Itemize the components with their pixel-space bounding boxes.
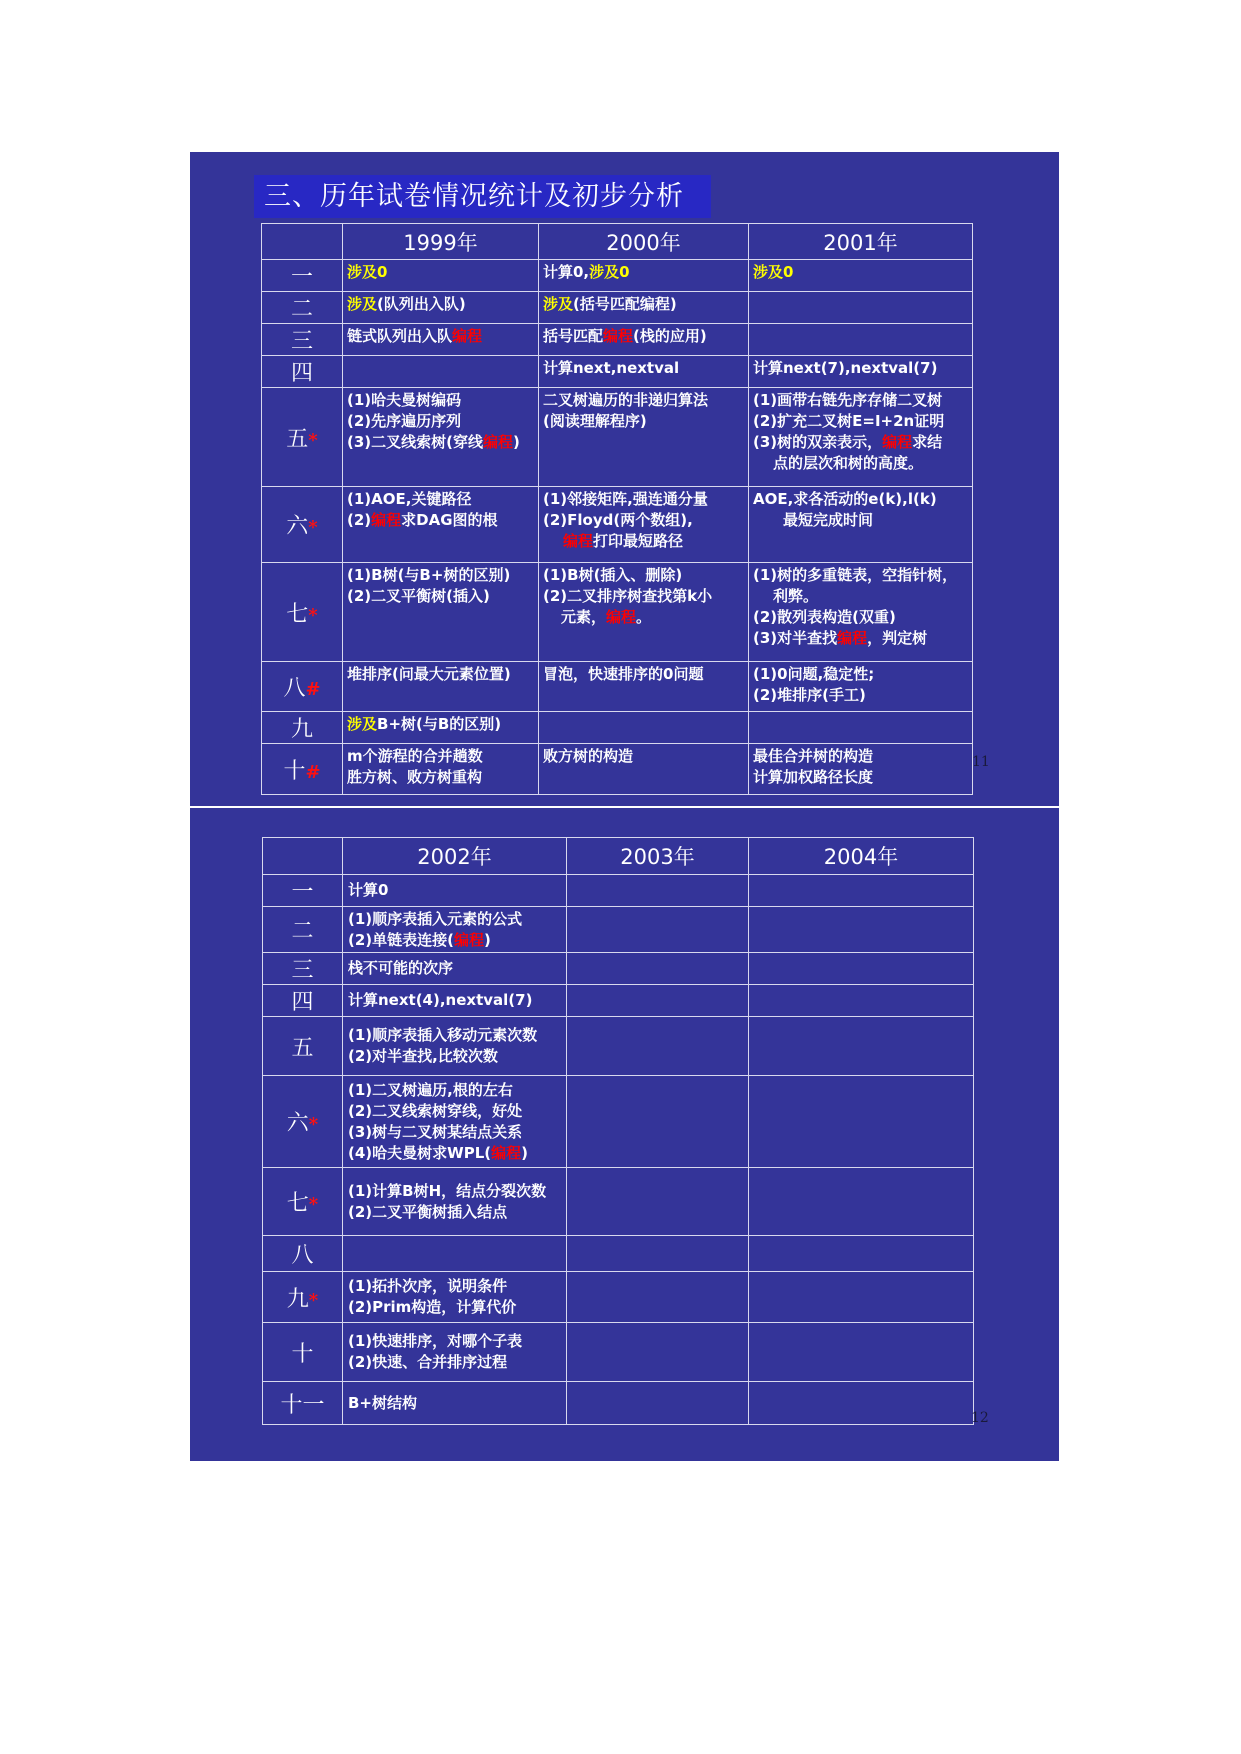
row-label bbox=[263, 875, 343, 907]
text-segment: (括号匹配编程) bbox=[573, 295, 677, 313]
table-row bbox=[263, 1168, 974, 1236]
cell-line: 堆排序(问最大元素位置) bbox=[347, 665, 511, 683]
table-cell bbox=[343, 1168, 567, 1236]
table-cell bbox=[539, 487, 749, 563]
row-number: 二 bbox=[290, 297, 313, 322]
highlight-text: 涉及0 bbox=[347, 263, 388, 281]
table-cell bbox=[749, 356, 973, 388]
row-number: 九 bbox=[290, 717, 313, 742]
table-cell bbox=[343, 875, 567, 907]
row-label bbox=[262, 388, 343, 487]
row-marker: * bbox=[308, 1114, 319, 1135]
table-cell bbox=[749, 1017, 974, 1076]
cell-line: (3)树与二叉树某结点关系 bbox=[348, 1122, 523, 1141]
row-number: 六 bbox=[286, 1111, 309, 1136]
table-cell bbox=[749, 487, 973, 563]
table-cell bbox=[749, 1236, 974, 1272]
cell-line: 计算加权路径长度 bbox=[753, 768, 874, 786]
highlight-text: 涉及 bbox=[347, 715, 378, 733]
table-cell bbox=[749, 388, 973, 487]
table-cell bbox=[343, 1017, 567, 1076]
table-cell bbox=[567, 1272, 749, 1323]
keyword-text: 编程 bbox=[603, 327, 634, 345]
cell-line: 点的层次和树的高度。 bbox=[773, 454, 924, 472]
cell-line: (2)二叉平衡树插入结点 bbox=[348, 1202, 508, 1221]
highlight-text: 涉及 bbox=[543, 295, 574, 313]
row-label bbox=[262, 324, 343, 356]
table-cell bbox=[567, 1017, 749, 1076]
table-row bbox=[262, 712, 973, 744]
highlight-text: 涉及 bbox=[347, 295, 378, 313]
table-cell bbox=[343, 260, 539, 292]
text-segment: 求结 bbox=[912, 433, 943, 451]
row-label bbox=[262, 292, 343, 324]
column-header-year: 2004年 bbox=[749, 838, 974, 875]
cell-line: (2)对半查找,比较次数 bbox=[348, 1047, 498, 1065]
text-segment: ) bbox=[521, 1143, 528, 1162]
corner-cell bbox=[262, 224, 343, 260]
table-cell bbox=[749, 260, 973, 292]
row-marker: # bbox=[305, 679, 321, 700]
row-label bbox=[262, 356, 343, 388]
row-marker: * bbox=[308, 429, 318, 451]
table-cell bbox=[567, 1382, 749, 1425]
row-marker: * bbox=[308, 1289, 319, 1311]
table-cell bbox=[343, 662, 539, 712]
table-row bbox=[262, 356, 973, 388]
table-cell bbox=[539, 744, 749, 795]
table-cell bbox=[749, 953, 974, 985]
column-header-year: 1999年 bbox=[343, 224, 539, 260]
table-row bbox=[262, 292, 973, 324]
table-row bbox=[262, 744, 973, 795]
cell-line bbox=[543, 326, 748, 347]
cell-line: 胜方树、败方树重构 bbox=[347, 768, 483, 786]
cell-line: (2)二叉排序树查找第k小 bbox=[543, 587, 713, 605]
row-number: 五 bbox=[286, 426, 309, 452]
cell-line bbox=[347, 510, 538, 531]
cell-line: (2)二叉平衡树(插入) bbox=[347, 587, 490, 605]
cell-line: (1)树的多重链表，空指针树， bbox=[753, 566, 958, 584]
text-segment: ) bbox=[513, 433, 520, 451]
row-label bbox=[263, 907, 343, 953]
table-cell bbox=[749, 1168, 974, 1236]
cell-line bbox=[543, 294, 748, 315]
column-header-year: 2000年 bbox=[539, 224, 749, 260]
corner-cell bbox=[263, 838, 343, 875]
cell-line: (2)Floyd(两个数组), bbox=[543, 511, 693, 529]
table-cell bbox=[343, 953, 567, 985]
text-segment: (3)对半查找 bbox=[753, 629, 838, 647]
cell-line: (1)顺序表插入元素的公式 bbox=[348, 909, 523, 928]
table-cell bbox=[343, 1272, 567, 1323]
text-segment: 元素， bbox=[561, 608, 607, 626]
slide-2 bbox=[190, 808, 1059, 1461]
cell-line bbox=[347, 294, 538, 315]
cell-line bbox=[543, 262, 748, 283]
keyword-text: 编程 bbox=[452, 327, 483, 345]
row-number: 一 bbox=[290, 265, 313, 290]
cell-line: (1)B树(与B+树的区别) bbox=[347, 566, 511, 584]
page-number: 11 bbox=[972, 754, 990, 770]
table-row bbox=[263, 985, 974, 1017]
column-header-year: 2002年 bbox=[343, 838, 567, 875]
table-row bbox=[263, 1272, 974, 1323]
row-marker: * bbox=[308, 517, 318, 538]
table-cell bbox=[343, 1382, 567, 1425]
cell-line: (1)0问题,稳定性; bbox=[753, 665, 875, 683]
table-row bbox=[262, 260, 973, 292]
table-row bbox=[263, 907, 974, 953]
row-marker: * bbox=[308, 604, 318, 626]
text-segment: (2)单链表连接( bbox=[348, 930, 455, 949]
table-row bbox=[262, 324, 973, 356]
cell-line: m个游程的合并趟数 bbox=[347, 747, 483, 765]
cell-line: (1)二叉树遍历,根的左右 bbox=[348, 1080, 513, 1099]
table-cell bbox=[343, 563, 539, 662]
table-cell bbox=[749, 1382, 974, 1425]
cell-line: (2)堆排序(手工) bbox=[753, 686, 866, 704]
table-cell bbox=[343, 356, 539, 388]
cell-line: 冒泡，快速排序的0问题 bbox=[543, 665, 704, 683]
column-header-year: 2001年 bbox=[749, 224, 973, 260]
keyword-text: 编程 bbox=[491, 1143, 522, 1162]
row-number: 四 bbox=[290, 361, 313, 386]
row-number: 八 bbox=[291, 1243, 314, 1268]
text-segment: B+树(与B的区别) bbox=[377, 715, 502, 733]
table-cell bbox=[343, 1076, 567, 1168]
table-row bbox=[262, 662, 973, 712]
keyword-text: 编程 bbox=[837, 629, 868, 647]
cell-line: (阅读理解程序) bbox=[543, 412, 647, 430]
exam-table bbox=[262, 837, 974, 1425]
table-cell bbox=[749, 875, 974, 907]
row-label bbox=[263, 1168, 343, 1236]
row-label bbox=[262, 662, 343, 712]
cell-line: 计算next,nextval bbox=[543, 359, 680, 377]
table-cell bbox=[539, 662, 749, 712]
keyword-text: 编程 bbox=[454, 930, 485, 949]
table-cell bbox=[749, 1076, 974, 1168]
cell-line: 最短完成时间 bbox=[783, 511, 874, 529]
slide-1 bbox=[190, 152, 1059, 806]
cell-line bbox=[543, 531, 748, 552]
cell-line bbox=[347, 432, 538, 453]
table-cell bbox=[567, 1236, 749, 1272]
row-number: 四 bbox=[291, 990, 314, 1015]
table-cell bbox=[567, 953, 749, 985]
row-number: 八 bbox=[283, 676, 306, 701]
cell-line: 计算0 bbox=[348, 881, 389, 899]
cell-line: (2)二叉线索树穿线，好处 bbox=[348, 1101, 523, 1120]
table-cell bbox=[567, 1168, 749, 1236]
cell-line bbox=[347, 326, 538, 347]
table-cell bbox=[539, 712, 749, 744]
table-cell bbox=[343, 324, 539, 356]
table-cell bbox=[749, 1272, 974, 1323]
table-row bbox=[263, 1076, 974, 1168]
cell-line: (1)快速排序，对哪个子表 bbox=[348, 1332, 523, 1350]
text-segment: (3)树的双亲表示， bbox=[753, 433, 883, 451]
row-label bbox=[262, 260, 343, 292]
table-cell bbox=[567, 875, 749, 907]
table-cell bbox=[749, 1323, 974, 1382]
row-number: 三 bbox=[291, 958, 314, 983]
text-segment: (队列出入队) bbox=[377, 295, 466, 313]
table-cell bbox=[343, 292, 539, 324]
cell-line bbox=[753, 262, 972, 283]
text-segment: 括号匹配 bbox=[543, 327, 604, 345]
table-row bbox=[263, 953, 974, 985]
cell-line: (2)散列表构造(双重) bbox=[753, 608, 896, 626]
row-label bbox=[263, 1017, 343, 1076]
row-number: 七 bbox=[286, 601, 309, 627]
cell-line: 败方树的构造 bbox=[543, 747, 634, 765]
table-cell bbox=[749, 712, 973, 744]
text-segment: (3)二叉线索树(穿线 bbox=[347, 433, 484, 451]
text-segment: 。 bbox=[636, 608, 652, 626]
keyword-text: 编程 bbox=[371, 511, 402, 529]
table-row bbox=[263, 1382, 974, 1425]
row-number: 十一 bbox=[280, 1392, 325, 1418]
table-row bbox=[262, 563, 973, 662]
column-header-year: 2003年 bbox=[567, 838, 749, 875]
table-cell bbox=[749, 744, 973, 795]
row-label bbox=[263, 1382, 343, 1425]
table-cell bbox=[749, 985, 974, 1017]
table-cell bbox=[343, 388, 539, 487]
row-number: 六 bbox=[286, 514, 309, 539]
cell-line: (1)画带右链先序存储二叉树 bbox=[753, 391, 943, 409]
text-segment: ，判定树 bbox=[867, 629, 928, 647]
row-label bbox=[262, 744, 343, 795]
cell-line bbox=[753, 432, 972, 453]
highlight-text: 涉及0 bbox=[589, 263, 630, 281]
row-label bbox=[263, 953, 343, 985]
table-cell bbox=[749, 324, 973, 356]
highlight-text: 涉及0 bbox=[753, 263, 794, 281]
row-number: 二 bbox=[291, 919, 314, 944]
cell-line: (1)哈夫曼树编码 bbox=[347, 391, 462, 409]
row-marker: # bbox=[305, 761, 321, 783]
cell-line bbox=[753, 628, 972, 649]
row-number: 七 bbox=[286, 1191, 309, 1216]
row-number: 十 bbox=[291, 1341, 314, 1367]
row-number: 九 bbox=[286, 1286, 309, 1312]
row-label bbox=[262, 712, 343, 744]
cell-line: (1)计算B树H，结点分裂次数 bbox=[348, 1181, 547, 1200]
text-segment: 求DAG图的根 bbox=[401, 511, 498, 529]
table-cell bbox=[343, 1236, 567, 1272]
table-row bbox=[263, 875, 974, 907]
table-cell bbox=[343, 487, 539, 563]
cell-line: 利弊。 bbox=[773, 587, 819, 605]
cell-line: (2)Prim构造，计算代价 bbox=[348, 1298, 517, 1316]
text-segment: 打印最短路径 bbox=[593, 532, 684, 550]
table-cell bbox=[567, 985, 749, 1017]
cell-line: (1)AOE,关键路径 bbox=[347, 490, 472, 508]
cell-line: 最佳合并树的构造 bbox=[753, 747, 874, 765]
table-row bbox=[262, 487, 973, 563]
row-number: 三 bbox=[290, 329, 313, 354]
cell-line: 二叉树遍历的非递归算法 bbox=[543, 391, 709, 409]
text-segment: (2) bbox=[347, 511, 372, 529]
row-label bbox=[263, 1272, 343, 1323]
keyword-text: 编程 bbox=[882, 433, 913, 451]
row-label bbox=[262, 563, 343, 662]
table-cell bbox=[539, 292, 749, 324]
table-cell bbox=[539, 324, 749, 356]
table-cell bbox=[749, 563, 973, 662]
table-cell bbox=[539, 356, 749, 388]
table-cell bbox=[539, 260, 749, 292]
cell-line: B+树结构 bbox=[348, 1393, 418, 1412]
cell-line: (2)先序遍历序列 bbox=[347, 412, 462, 430]
header-row bbox=[263, 838, 974, 875]
cell-line: (1)拓扑次序，说明条件 bbox=[348, 1277, 508, 1295]
cell-line: (2)快速、合并排序过程 bbox=[348, 1353, 508, 1371]
cell-line bbox=[543, 607, 748, 628]
table-cell bbox=[749, 292, 973, 324]
text-segment: ) bbox=[484, 930, 491, 949]
cell-line bbox=[348, 930, 566, 951]
table-cell bbox=[567, 907, 749, 953]
text-segment: (4)哈夫曼树求WPL( bbox=[348, 1143, 492, 1162]
cell-line: 栈不可能的次序 bbox=[348, 959, 454, 977]
cell-line bbox=[347, 714, 538, 735]
table-cell bbox=[539, 563, 749, 662]
table-row bbox=[263, 1017, 974, 1076]
table-cell bbox=[567, 1076, 749, 1168]
row-label bbox=[263, 1076, 343, 1168]
cell-line: (2)扩充二叉树E=I+2n证明 bbox=[753, 412, 945, 430]
row-marker: * bbox=[308, 1194, 319, 1215]
row-label bbox=[263, 1323, 343, 1382]
row-number: 十 bbox=[283, 758, 306, 784]
table-row bbox=[262, 388, 973, 487]
table-cell bbox=[567, 1323, 749, 1382]
keyword-text: 编程 bbox=[606, 608, 637, 626]
table-cell bbox=[343, 907, 567, 953]
row-label bbox=[263, 985, 343, 1017]
table-row bbox=[263, 1323, 974, 1382]
text-segment: 计算0, bbox=[543, 263, 590, 281]
table-cell bbox=[343, 1323, 567, 1382]
exam-table bbox=[261, 223, 973, 795]
table-row bbox=[263, 1236, 974, 1272]
row-label bbox=[263, 1236, 343, 1272]
cell-line bbox=[348, 1143, 566, 1164]
cell-line: AOE,求各活动的e(k),l(k) bbox=[753, 490, 937, 508]
table-cell bbox=[749, 662, 973, 712]
text-segment: (栈的应用) bbox=[633, 327, 707, 345]
cell-line: (1)邻接矩阵,强连通分量 bbox=[543, 490, 708, 508]
table-cell bbox=[749, 907, 974, 953]
page-number: 12 bbox=[971, 1410, 989, 1426]
table-cell bbox=[539, 388, 749, 487]
text-segment: 链式队列出入队 bbox=[347, 327, 453, 345]
keyword-text: 编程 bbox=[563, 532, 594, 550]
slide-title: 三、历年试卷情况统计及初步分析 bbox=[254, 175, 711, 218]
row-number: 五 bbox=[291, 1035, 314, 1061]
row-label bbox=[262, 487, 343, 563]
cell-line: (1)顺序表插入移动元素次数 bbox=[348, 1026, 538, 1044]
cell-line: 计算next(4),nextval(7) bbox=[348, 991, 533, 1009]
cell-line bbox=[347, 262, 538, 283]
table-cell bbox=[343, 744, 539, 795]
header-row bbox=[262, 224, 973, 260]
row-number: 一 bbox=[291, 880, 314, 905]
keyword-text: 编程 bbox=[483, 433, 514, 451]
cell-line: (1)B树(插入、删除) bbox=[543, 566, 683, 584]
table-cell bbox=[343, 712, 539, 744]
cell-line: 计算next(7),nextval(7) bbox=[753, 359, 938, 377]
table-cell bbox=[343, 985, 567, 1017]
